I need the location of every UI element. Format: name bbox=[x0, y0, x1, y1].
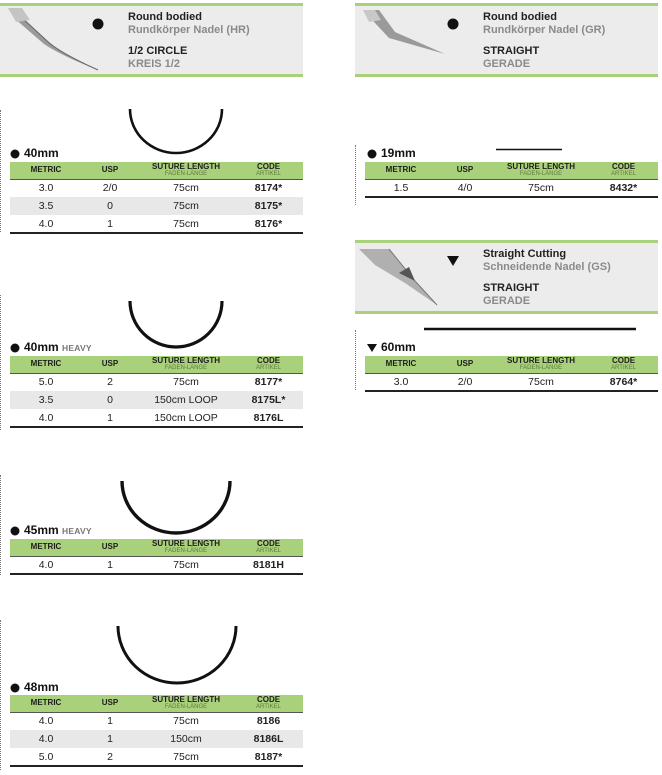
table-row bbox=[365, 373, 658, 391]
needle-size-label bbox=[367, 146, 416, 160]
table-cell: 1 bbox=[82, 730, 138, 748]
column-header-text: ARTIKEL bbox=[256, 547, 281, 554]
table-cell: 1 bbox=[82, 215, 138, 233]
table-cell: 8175* bbox=[234, 197, 303, 215]
column-header-text: FADEN-LÄNGE bbox=[164, 364, 208, 371]
needle-shape-de: KREIS 1/2 bbox=[128, 58, 180, 70]
circle-icon bbox=[367, 149, 377, 159]
col-code bbox=[234, 356, 303, 373]
straight-needle-19mm bbox=[496, 148, 562, 151]
product-table-48mm bbox=[10, 695, 303, 767]
table-row bbox=[10, 179, 303, 197]
needle-description bbox=[483, 248, 611, 308]
table-cell: 4.0 bbox=[10, 730, 82, 748]
needle-size-label bbox=[10, 523, 92, 537]
table-cell: 4.0 bbox=[10, 215, 82, 233]
needle-size: 40mm bbox=[24, 340, 59, 354]
product-table-40mm-heavy bbox=[10, 356, 303, 428]
needle-header-straight-cutting bbox=[355, 240, 658, 314]
table-row bbox=[10, 391, 303, 409]
table-cell: 75cm bbox=[173, 182, 199, 195]
col-length bbox=[138, 695, 234, 712]
table-cell: 75cm bbox=[493, 373, 589, 391]
section-divider bbox=[0, 295, 1, 430]
table-cell: 8175L* bbox=[234, 391, 303, 409]
column-header-text: ARTIKEL bbox=[256, 170, 281, 177]
table-cell: 8186 bbox=[256, 715, 281, 728]
circle-icon bbox=[10, 149, 20, 159]
round-needle-illustration bbox=[0, 6, 100, 74]
col-metric: METRIC bbox=[10, 539, 82, 556]
needle-size-label bbox=[10, 340, 92, 354]
table-cell: 75cm bbox=[138, 556, 234, 574]
col-code bbox=[234, 539, 303, 556]
circle-icon bbox=[10, 343, 20, 353]
circle-icon bbox=[447, 18, 459, 30]
needle-shape: 1/2 CIRCLE bbox=[128, 45, 188, 57]
table-cell: 8432* bbox=[589, 179, 658, 197]
table-row bbox=[10, 373, 303, 391]
needle-header-round-straight bbox=[355, 3, 658, 77]
needle-type-de: Rundkörper Nadel (GR) bbox=[483, 24, 606, 36]
col-usp: USP bbox=[82, 695, 138, 712]
section-divider bbox=[0, 475, 1, 575]
needle-header-round-half-circle bbox=[0, 3, 303, 77]
circle-icon bbox=[10, 683, 20, 693]
needle-size: 60mm bbox=[381, 340, 416, 354]
heavy-label: HEAVY bbox=[62, 526, 92, 536]
table-cell: 0 bbox=[82, 391, 138, 409]
table-cell: 8186L bbox=[234, 730, 303, 748]
needle-shape: STRAIGHT bbox=[483, 45, 540, 57]
table-cell: 8764* bbox=[589, 373, 658, 391]
table-row bbox=[10, 730, 303, 748]
product-table-45mm-heavy bbox=[10, 539, 303, 575]
needle-description bbox=[128, 11, 250, 71]
column-header-text: ARTIKEL bbox=[256, 364, 281, 371]
needle-type: Straight Cutting bbox=[483, 248, 567, 260]
table-cell: 2/0 bbox=[102, 182, 118, 195]
table-cell: 8176* bbox=[234, 215, 303, 233]
cutting-needle-illustration bbox=[355, 243, 455, 311]
needle-description bbox=[483, 11, 605, 71]
col-usp: USP bbox=[82, 162, 138, 179]
col-length bbox=[138, 356, 234, 373]
table-row bbox=[10, 748, 303, 766]
col-usp: USP bbox=[437, 356, 493, 373]
column-header-text: FADEN-LÄNGE bbox=[519, 364, 563, 371]
table-cell: 150cm bbox=[138, 730, 234, 748]
col-length bbox=[493, 356, 589, 373]
needle-size-label bbox=[10, 680, 59, 694]
table-cell: 150cm LOOP bbox=[138, 391, 234, 409]
col-code bbox=[234, 162, 303, 179]
column-header-text: CODE bbox=[611, 355, 636, 365]
section-divider bbox=[355, 145, 356, 205]
col-length bbox=[493, 162, 589, 179]
column-header-text: CODE bbox=[256, 538, 281, 548]
needle-shape-de: GERADE bbox=[483, 295, 531, 307]
column-header-text: FADEN-LÄNGE bbox=[519, 170, 563, 177]
table-cell: 4/0 bbox=[437, 179, 493, 197]
table-cell: 3.0 bbox=[365, 373, 437, 391]
table-cell: 3.0 bbox=[38, 182, 54, 195]
table-cell: 1 bbox=[82, 409, 138, 427]
triangle-down-icon bbox=[447, 255, 459, 267]
table-row bbox=[10, 712, 303, 730]
needle-size: 19mm bbox=[381, 146, 416, 160]
table-cell: 2 bbox=[82, 748, 138, 766]
table-cell: 8177* bbox=[254, 376, 283, 389]
section-divider bbox=[355, 330, 356, 390]
table-cell: 8174* bbox=[254, 182, 283, 195]
table-cell: 0 bbox=[82, 197, 138, 215]
column-header-text: SUTURE LENGTH bbox=[152, 694, 220, 704]
needle-size: 45mm bbox=[24, 523, 59, 537]
needle-type: Round bodied bbox=[483, 11, 557, 23]
table-cell: 150cm LOOP bbox=[138, 409, 234, 427]
column-header-text: ARTIKEL bbox=[611, 170, 636, 177]
col-metric: METRIC bbox=[365, 356, 437, 373]
column-header-text: SUTURE LENGTH bbox=[152, 355, 220, 365]
column-header-text: CODE bbox=[611, 161, 636, 171]
section-divider bbox=[0, 620, 1, 770]
table-cell: 4.0 bbox=[10, 409, 82, 427]
table-cell: 75cm bbox=[138, 197, 234, 215]
table-row bbox=[365, 179, 658, 197]
col-usp: USP bbox=[82, 539, 138, 556]
column-header-text: SUTURE LENGTH bbox=[152, 161, 220, 171]
needle-shape-de: GERADE bbox=[483, 58, 531, 70]
column-header-text: CODE bbox=[256, 694, 281, 704]
column-header-text: CODE bbox=[256, 161, 281, 171]
col-length bbox=[138, 539, 234, 556]
table-cell: 5.0 bbox=[10, 748, 82, 766]
heavy-label: HEAVY bbox=[62, 343, 92, 353]
product-table-60mm bbox=[365, 356, 658, 392]
needle-shape: STRAIGHT bbox=[483, 282, 540, 294]
needle-type-de: Schneidende Nadel (GS) bbox=[483, 261, 611, 273]
table-row bbox=[10, 409, 303, 427]
column-header-text: SUTURE LENGTH bbox=[507, 161, 575, 171]
col-metric: METRIC bbox=[10, 695, 82, 712]
half-circle-needle-40mm bbox=[128, 108, 224, 154]
half-circle-needle-45mm-heavy bbox=[120, 480, 232, 534]
table-cell: 1 bbox=[82, 556, 138, 574]
table-cell: 75cm bbox=[173, 715, 199, 728]
straight-cutting-needle-60mm bbox=[424, 327, 636, 331]
col-usp: USP bbox=[82, 356, 138, 373]
table-cell: 1.5 bbox=[365, 179, 437, 197]
triangle-down-icon bbox=[367, 343, 377, 353]
column-header-text: ARTIKEL bbox=[611, 364, 636, 371]
table-cell: 75cm bbox=[138, 748, 234, 766]
circle-icon bbox=[10, 526, 20, 536]
table-cell: 4.0 bbox=[10, 556, 82, 574]
table-cell: 8181H bbox=[234, 556, 303, 574]
column-header-text: FADEN-LÄNGE bbox=[164, 703, 208, 710]
table-cell: 75cm bbox=[173, 376, 199, 389]
col-metric: METRIC bbox=[10, 162, 82, 179]
col-length bbox=[138, 162, 234, 179]
needle-size: 40mm bbox=[24, 146, 59, 160]
table-cell: 75cm bbox=[493, 179, 589, 197]
product-table-19mm bbox=[365, 162, 658, 198]
table-cell: 3.5 bbox=[10, 197, 82, 215]
half-circle-needle-48mm bbox=[116, 625, 238, 685]
col-metric: METRIC bbox=[10, 356, 82, 373]
table-cell: 5.0 bbox=[38, 376, 54, 389]
col-code bbox=[589, 356, 658, 373]
col-usp: USP bbox=[437, 162, 493, 179]
column-header-text: FADEN-LÄNGE bbox=[164, 547, 208, 554]
table-cell: 75cm bbox=[138, 215, 234, 233]
needle-size-label bbox=[367, 340, 416, 354]
needle-type-de: Rundkörper Nadel (HR) bbox=[128, 24, 250, 36]
column-header-text: CODE bbox=[256, 355, 281, 365]
table-cell: 4.0 bbox=[38, 715, 54, 728]
col-metric: METRIC bbox=[365, 162, 437, 179]
column-header-text: ARTIKEL bbox=[256, 703, 281, 710]
needle-type: Round bodied bbox=[128, 11, 202, 23]
table-cell: 2 bbox=[107, 376, 113, 389]
table-row bbox=[10, 556, 303, 574]
half-circle-needle-40mm-heavy bbox=[128, 300, 224, 348]
table-row bbox=[10, 197, 303, 215]
col-code bbox=[589, 162, 658, 179]
round-straight-needle-illustration bbox=[355, 6, 455, 74]
table-cell: 8187* bbox=[234, 748, 303, 766]
column-header-text: SUTURE LENGTH bbox=[152, 538, 220, 548]
product-table-40mm bbox=[10, 162, 303, 234]
table-row bbox=[10, 215, 303, 233]
needle-size: 48mm bbox=[24, 680, 59, 694]
needle-size-label bbox=[10, 146, 59, 160]
table-cell: 3.5 bbox=[10, 391, 82, 409]
column-header-text: FADEN-LÄNGE bbox=[164, 170, 208, 177]
table-cell: 8176L bbox=[234, 409, 303, 427]
col-code bbox=[234, 695, 303, 712]
table-cell: 1 bbox=[107, 715, 113, 728]
section-divider bbox=[0, 110, 1, 232]
table-cell: 2/0 bbox=[437, 373, 493, 391]
circle-icon bbox=[92, 18, 104, 30]
column-header-text: SUTURE LENGTH bbox=[507, 355, 575, 365]
